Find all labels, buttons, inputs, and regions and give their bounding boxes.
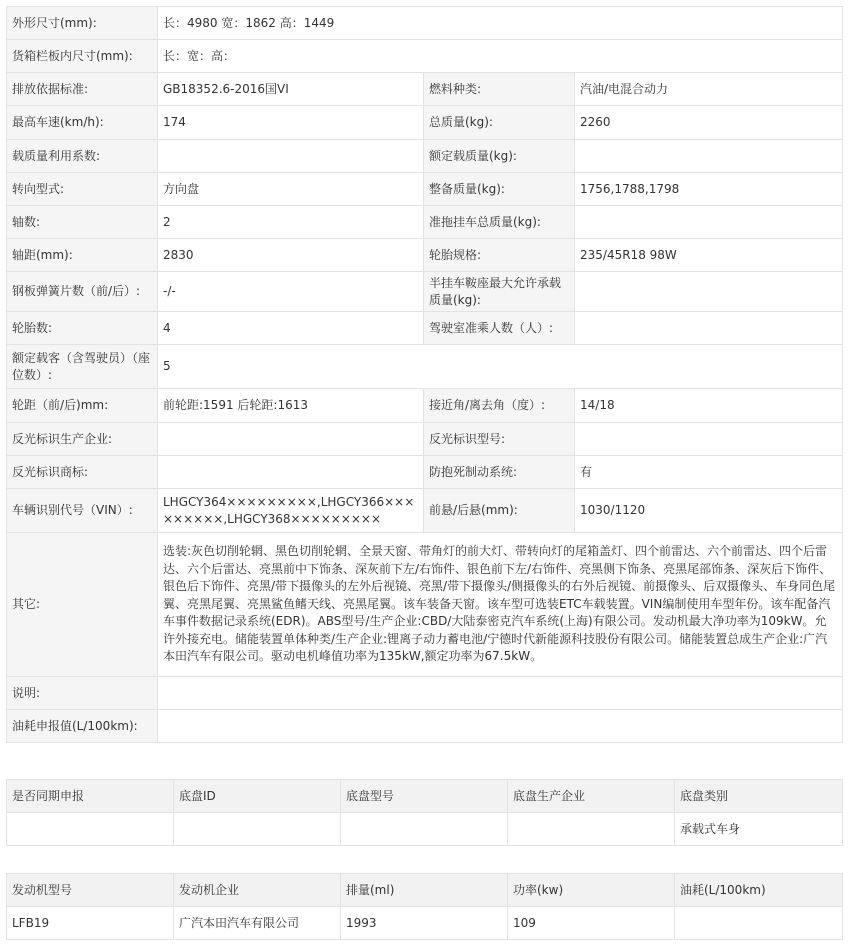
chassis-table [6, 779, 843, 846]
engine-header-cell: 发动机企业 [174, 874, 341, 907]
spec-value: 前轮距:1591 后轮距:1613 [158, 389, 424, 423]
table-row [7, 456, 843, 489]
table-row [7, 312, 843, 345]
table-row [7, 206, 843, 239]
spec-label: 额定载客（含驾驶员）（座位数）: [7, 345, 158, 389]
spec-label: 轴距(mm): [7, 239, 158, 272]
spec-value: 1030/1120 [575, 489, 843, 533]
table-row [7, 533, 843, 677]
table-row [7, 489, 843, 533]
spec-label: 整备质量(kg): [424, 173, 575, 206]
table-row [7, 7, 843, 40]
spec-label: 轮胎数: [7, 312, 158, 345]
spec-value: 2 [158, 206, 424, 239]
table-row [7, 272, 843, 312]
engine-cell: 109 [508, 907, 675, 940]
spec-value: 2260 [575, 106, 843, 140]
spec-value: 汽油/电混合动力 [575, 73, 843, 106]
table-row [7, 239, 843, 272]
spec-label: 额定载质量(kg): [424, 140, 575, 173]
spec-label: 载质量利用系数: [7, 140, 158, 173]
chassis-header-row [7, 780, 843, 813]
spec-label: 驾驶室准乘人数（人）: [424, 312, 575, 345]
chassis-header-cell: 底盘型号 [341, 780, 508, 813]
spec-label: 轴数: [7, 206, 158, 239]
engine-cell [675, 907, 843, 940]
spec-value [158, 710, 843, 743]
spec-value: 4 [158, 312, 424, 345]
spec-value: 长：4980 宽：1862 高：1449 [158, 7, 843, 40]
spec-value [158, 677, 843, 710]
spec-value: 长：宽：高： [158, 40, 843, 73]
spec-value: GB18352.6-2016国VI [158, 73, 424, 106]
spec-label: 反光标识商标: [7, 456, 158, 489]
table-row [7, 423, 843, 456]
spec-table [6, 6, 843, 743]
engine-cell: 1993 [341, 907, 508, 940]
engine-cell: LFB19 [7, 907, 174, 940]
table-row [7, 140, 843, 173]
spec-value: 有 [575, 456, 843, 489]
spec-value [575, 140, 843, 173]
engine-header-cell: 油耗(L/100km) [675, 874, 843, 907]
chassis-cell [174, 813, 341, 846]
spec-label: 油耗申报值(L/100km): [7, 710, 158, 743]
spec-label: 前悬/后悬(mm): [424, 489, 575, 533]
table-row [7, 389, 843, 423]
table-row [7, 73, 843, 106]
spec-label: 总质量(kg): [424, 106, 575, 140]
chassis-header-cell: 是否同期申报 [7, 780, 174, 813]
engine-header-row [7, 874, 843, 907]
spec-value [575, 272, 843, 312]
spec-value: -/- [158, 272, 424, 312]
engine-table [6, 873, 843, 940]
spec-value [158, 456, 424, 489]
table-row [7, 677, 843, 710]
table-row [7, 106, 843, 140]
spec-label: 轮距（前/后)mm: [7, 389, 158, 423]
chassis-cell [508, 813, 675, 846]
chassis-cell [341, 813, 508, 846]
spec-label: 最高车速(km/h): [7, 106, 158, 140]
spec-label: 说明: [7, 677, 158, 710]
spec-label: 防抱死制动系统: [424, 456, 575, 489]
spec-value [575, 423, 843, 456]
spec-value: 5 [158, 345, 843, 389]
spec-label: 准拖挂车总质量(kg): [424, 206, 575, 239]
spec-label: 排放依据标准: [7, 73, 158, 106]
table-row [7, 710, 843, 743]
spec-value [158, 140, 424, 173]
spec-label: 反光标识生产企业: [7, 423, 158, 456]
spec-label: 转向型式: [7, 173, 158, 206]
spec-label: 反光标识型号: [424, 423, 575, 456]
chassis-cell [7, 813, 174, 846]
table-row [7, 813, 843, 846]
spec-value: 174 [158, 106, 424, 140]
spec-label: 轮胎规格: [424, 239, 575, 272]
spec-label: 其它: [7, 533, 158, 677]
spec-label: 车辆识别代号（VIN）: [7, 489, 158, 533]
chassis-cell: 承载式车身 [675, 813, 843, 846]
chassis-header-cell: 底盘类别 [675, 780, 843, 813]
engine-header-cell: 功率(kw) [508, 874, 675, 907]
spec-value: 235/45R18 98W [575, 239, 843, 272]
spec-value [158, 423, 424, 456]
table-row [7, 345, 843, 389]
spec-label: 钢板弹簧片数（前/后）: [7, 272, 158, 312]
spec-value [575, 312, 843, 345]
spec-value [575, 206, 843, 239]
chassis-header-cell: 底盘ID [174, 780, 341, 813]
spec-value: LHGCY364×××××××××,LHGCY366×××××××××,LHGCY368××××××××× [158, 489, 424, 533]
spec-label: 燃料种类: [424, 73, 575, 106]
engine-header-cell: 发动机型号 [7, 874, 174, 907]
engine-cell: 广汽本田汽车有限公司 [174, 907, 341, 940]
table-row [7, 907, 843, 940]
spec-label: 半挂车鞍座最大允许承载质量(kg): [424, 272, 575, 312]
engine-header-cell: 排量(ml) [341, 874, 508, 907]
table-row [7, 40, 843, 73]
spec-value: 方向盘 [158, 173, 424, 206]
spec-label: 外形尺寸(mm): [7, 7, 158, 40]
spec-label: 接近角/离去角（度）: [424, 389, 575, 423]
table-row [7, 173, 843, 206]
spec-value: 1756,1788,1798 [575, 173, 843, 206]
spec-value: 选装:灰色切削轮辋、黑色切削轮辋、全景天窗、带角灯的前大灯、带转向灯的尾箱盖灯、四个前雷达、六个前雷达、四个后雷达、六个后雷达、亮黑前中下饰条、深灰前下左/右饰件、银色前下左/右饰件、亮黑侧下饰条、亮黑尾部饰条、深灰后下饰件、银色后下饰件、亮黑/带下摄像头的左外后视镜、亮黑/带下摄像头/侧摄像头的右外后视镜、前摄像头、后双摄像头、车身同色尾翼、亮黑尾翼、亮黑鲨鱼鳍天线、亮黑尾翼。该车装备天窗。该车型可选装ETC车载装置。VIN编制使用车型年份。该车配备汽车事件数据记录系统(EDR)。ABS型号/生产企业:CBD/大陆泰密克汽车系统(上海)有限公司。发动机最大净功率为109kW。允许外接充电。储能装置单体种类/生产企业:锂离子动力蓄电池/宁德时代新能源科技股份有限公司。储能装置总成生产企业:广汽本田汽车有限公司。驱动电机峰值功率为135kW,额定功率为67.5kW。 [158, 533, 843, 677]
spec-label: 货箱栏板内尺寸(mm): [7, 40, 158, 73]
spec-value: 2830 [158, 239, 424, 272]
chassis-header-cell: 底盘生产企业 [508, 780, 675, 813]
spec-value: 14/18 [575, 389, 843, 423]
